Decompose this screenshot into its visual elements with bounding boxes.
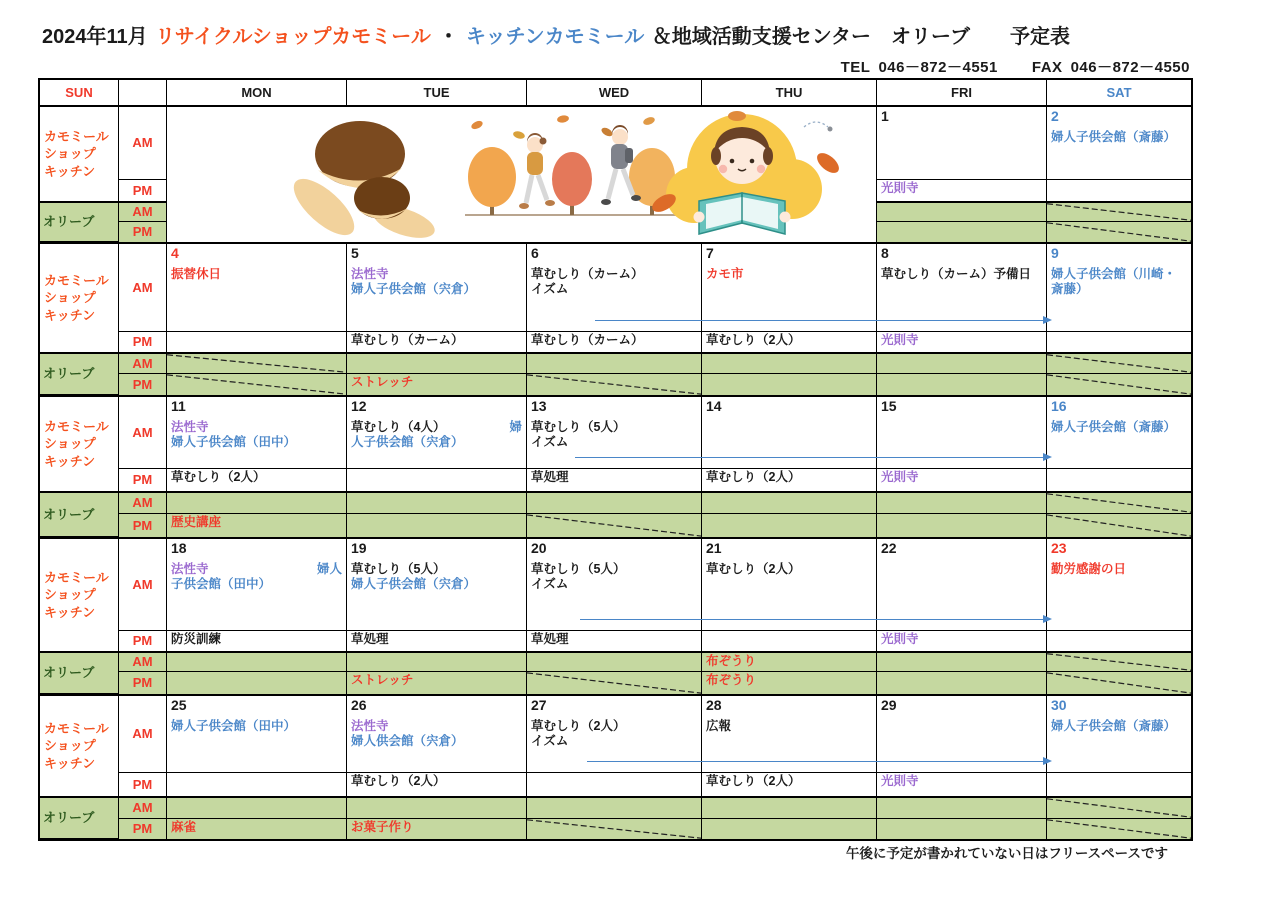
fri-pm-cell bbox=[877, 773, 1047, 796]
crossed-out-line bbox=[1047, 653, 1191, 671]
am-label: AM bbox=[119, 796, 167, 819]
sat-olive-pm-cell bbox=[1047, 374, 1191, 395]
title-year-month: 2024年11月 bbox=[42, 26, 148, 48]
mon-olive-am-cell bbox=[167, 352, 347, 374]
wed-pm-line: 草処理 bbox=[531, 470, 569, 484]
olive-row-label bbox=[40, 651, 119, 694]
tue-olive-pm-cell bbox=[347, 514, 527, 537]
crossed-out-line bbox=[167, 354, 346, 373]
wed-am-cell bbox=[527, 397, 702, 469]
date-11: 11 bbox=[171, 398, 186, 414]
illustration-cell bbox=[167, 107, 877, 242]
fri-pm-line: 光則寺 bbox=[881, 333, 919, 347]
chamomile-label-line: キッチン bbox=[44, 755, 96, 771]
wed-am-cell bbox=[527, 244, 702, 332]
chamomile-row-label bbox=[40, 107, 119, 201]
tue-am-cell bbox=[347, 696, 527, 773]
crossed-out-line bbox=[527, 819, 701, 839]
fax-number: 046－872－4550 bbox=[1070, 59, 1190, 76]
mon-pm-cell bbox=[167, 773, 347, 796]
wed-am-line: 草むしり（カーム） bbox=[531, 267, 644, 282]
sat-olive-am-cell bbox=[1047, 201, 1191, 222]
fri-pm-cell bbox=[877, 180, 1047, 201]
day-header-thu: THU bbox=[702, 80, 877, 105]
page-title bbox=[42, 20, 1072, 49]
sat-am-cell bbox=[1047, 244, 1191, 332]
am-label: AM bbox=[119, 539, 167, 631]
wed-olive-am-cell bbox=[527, 651, 702, 672]
mon-pm-cell bbox=[167, 332, 347, 352]
mon-olive-pm-cell bbox=[167, 514, 347, 537]
pm-label: PM bbox=[119, 469, 167, 491]
chamomile-label-line: カモミール bbox=[44, 569, 109, 585]
thu-am-line: 広報 bbox=[706, 719, 732, 734]
mon-am-line: 振替休日 bbox=[171, 267, 222, 282]
wed-olive-am-cell bbox=[527, 491, 702, 514]
tue-olive-am-cell bbox=[347, 651, 527, 672]
chamomile-label-line: キッチン bbox=[44, 163, 96, 179]
tue-am-cell bbox=[347, 244, 527, 332]
week-5 bbox=[40, 696, 1191, 839]
wed-am-line: イズム bbox=[531, 734, 569, 749]
crossed-out-line bbox=[1047, 222, 1191, 242]
wed-olive-pm-cell bbox=[527, 819, 702, 839]
mon-am-line: 法性寺 bbox=[171, 420, 209, 435]
fri-am-line: 草むしり（カーム）予備日 bbox=[881, 267, 1032, 282]
date-25: 25 bbox=[171, 697, 187, 713]
tue-am-line: 婦人供会館（宍倉） bbox=[351, 734, 464, 749]
sat-am-line: 勤労感謝の日 bbox=[1051, 562, 1127, 577]
day-header-wed: WED bbox=[527, 80, 702, 105]
tue-am-line: 婦人子供会館（宍倉） bbox=[351, 577, 477, 592]
mon-am-cell bbox=[167, 397, 347, 469]
thu-pm-line: 草むしり（2人） bbox=[706, 333, 801, 347]
fri-olive-pm-cell bbox=[877, 374, 1047, 395]
mon-olive-am-cell bbox=[167, 491, 347, 514]
day-header-sat: SAT bbox=[1106, 85, 1132, 100]
date-21: 21 bbox=[706, 540, 722, 556]
thu-pm-cell bbox=[702, 631, 877, 651]
tue-olive-pm-line: ストレッチ bbox=[351, 673, 414, 687]
am-label: AM bbox=[119, 696, 167, 773]
mon-olive-pm-cell bbox=[167, 819, 347, 839]
sat-olive-am-cell bbox=[1047, 796, 1191, 819]
fri-olive-am-cell bbox=[877, 796, 1047, 819]
date-30: 30 bbox=[1051, 697, 1067, 713]
date-14: 14 bbox=[706, 398, 722, 414]
fri-pm-cell bbox=[877, 332, 1047, 352]
tue-pm-cell bbox=[347, 631, 527, 651]
thu-pm-line: 草むしり（2人） bbox=[706, 470, 801, 484]
thu-olive-pm-cell bbox=[702, 672, 877, 694]
title-center: ＆地域活動支援センター オリーブ 予定表 bbox=[651, 26, 1070, 48]
sat-am-line: 婦人子供会館（斎藤） bbox=[1051, 130, 1177, 145]
fri-olive-am-cell bbox=[877, 491, 1047, 514]
sat-am-cell bbox=[1047, 696, 1191, 773]
olive-label-text: オリーブ bbox=[43, 214, 95, 230]
fri-olive-pm-cell bbox=[877, 222, 1047, 242]
pm-label: PM bbox=[119, 222, 167, 242]
fri-pm-cell bbox=[877, 631, 1047, 651]
week1-illustrations bbox=[167, 107, 877, 242]
date-12: 12 bbox=[351, 398, 367, 414]
chamomile-label-line: キッチン bbox=[44, 453, 96, 469]
sat-am-line: 婦人子供会館（川崎・斎藤） bbox=[1051, 267, 1177, 297]
schedule-continuation-arrow bbox=[587, 761, 1050, 762]
calendar-header-row bbox=[40, 80, 1191, 107]
mon-am-line: 婦人子供会館（田中） bbox=[171, 719, 297, 734]
am-label: AM bbox=[119, 201, 167, 222]
olive-row-label bbox=[40, 796, 119, 839]
chamomile-label-line: キッチン bbox=[44, 604, 96, 620]
fri-olive-am-cell bbox=[877, 201, 1047, 222]
wed-olive-pm-cell bbox=[527, 672, 702, 694]
date-9: 9 bbox=[1051, 245, 1059, 261]
date-23: 23 bbox=[1051, 540, 1067, 556]
crossed-out-line bbox=[527, 374, 701, 395]
chamomile-label-line: カモミール bbox=[44, 720, 109, 736]
sat-olive-am-cell bbox=[1047, 491, 1191, 514]
date-22: 22 bbox=[881, 540, 897, 556]
fri-olive-am-cell bbox=[877, 651, 1047, 672]
am-label: AM bbox=[119, 651, 167, 672]
crossed-out-line bbox=[1047, 374, 1191, 395]
day-header-mon: MON bbox=[167, 80, 347, 105]
date-20: 20 bbox=[531, 540, 547, 556]
mon-olive-am-cell bbox=[167, 651, 347, 672]
fri-pm-line: 光則寺 bbox=[881, 470, 919, 484]
mon-am-cell bbox=[167, 539, 347, 631]
tue-am-line: 婦人子供会館（宍倉） bbox=[351, 282, 477, 297]
olive-label-text: オリーブ bbox=[43, 506, 95, 522]
sat-olive-am-cell bbox=[1047, 352, 1191, 374]
wed-am-line: イズム bbox=[531, 577, 569, 592]
crossed-out-line bbox=[527, 672, 701, 694]
chamomile-label-line: ショップ bbox=[44, 436, 96, 452]
olive-label-text: オリーブ bbox=[43, 665, 95, 681]
crossed-out-line bbox=[1047, 203, 1191, 221]
thu-pm-cell bbox=[702, 773, 877, 796]
thu-olive-am-line: 布ぞうり bbox=[706, 654, 757, 668]
tue-pm-line: 草むしり（カーム） bbox=[351, 333, 464, 347]
date-29: 29 bbox=[881, 697, 897, 713]
mon-am-line: 婦人子供会館（田中） bbox=[171, 435, 297, 450]
footnote: 午後に予定が書かれていない日はフリースペースです bbox=[845, 846, 1168, 861]
tue-pm-cell bbox=[347, 332, 527, 352]
thu-am-cell bbox=[702, 397, 877, 469]
mon-am-cell bbox=[167, 696, 347, 773]
week-2 bbox=[40, 244, 1191, 397]
date-8: 8 bbox=[881, 245, 889, 261]
fri-pm-line: 光則寺 bbox=[881, 774, 919, 788]
thu-pm-line: 草むしり（2人） bbox=[706, 774, 801, 788]
tue-am-cell bbox=[347, 539, 527, 631]
chamomile-label-line: カモミール bbox=[44, 272, 109, 288]
am-label: AM bbox=[119, 491, 167, 514]
pm-label: PM bbox=[119, 819, 167, 839]
fri-pm-cell bbox=[877, 469, 1047, 491]
sat-pm-cell bbox=[1047, 773, 1191, 796]
tue-am-line: 法性寺 bbox=[351, 719, 389, 734]
am-label: AM bbox=[119, 352, 167, 374]
date-16: 16 bbox=[1051, 398, 1067, 414]
fri-am-cell bbox=[877, 107, 1047, 180]
sat-olive-pm-cell bbox=[1047, 819, 1191, 839]
schedule-continuation-arrow bbox=[580, 619, 1050, 620]
thu-am-line: 草むしり（2人） bbox=[706, 562, 801, 577]
wed-pm-line: 草処理 bbox=[531, 632, 569, 646]
crossed-out-line bbox=[1047, 672, 1191, 694]
thu-pm-cell bbox=[702, 469, 877, 491]
tue-am-line: 法性寺 bbox=[351, 267, 389, 282]
sat-am-cell bbox=[1047, 397, 1191, 469]
wed-am-line: 草むしり（5人） bbox=[531, 420, 626, 435]
fri-olive-pm-cell bbox=[877, 819, 1047, 839]
chamomile-label-line: ショップ bbox=[44, 290, 96, 306]
olive-label-text: オリーブ bbox=[43, 810, 95, 826]
date-13: 13 bbox=[531, 398, 547, 414]
wed-am-line: イズム bbox=[531, 435, 569, 450]
wed-pm-cell bbox=[527, 469, 702, 491]
crossed-out-line bbox=[527, 514, 701, 537]
pm-label: PM bbox=[119, 180, 167, 201]
am-label: AM bbox=[119, 244, 167, 332]
calendar-table bbox=[38, 78, 1193, 841]
thu-olive-am-cell bbox=[702, 651, 877, 672]
thu-olive-pm-cell bbox=[702, 819, 877, 839]
crossed-out-line bbox=[1047, 354, 1191, 373]
week-4 bbox=[40, 539, 1191, 696]
sat-am-line: 婦人子供会館（斎藤） bbox=[1051, 719, 1177, 734]
fri-am-cell bbox=[877, 539, 1047, 631]
fri-olive-pm-cell bbox=[877, 514, 1047, 537]
mon-am-segment: 法性寺 bbox=[171, 562, 209, 577]
tue-olive-am-cell bbox=[347, 796, 527, 819]
sat-olive-pm-cell bbox=[1047, 672, 1191, 694]
date-1: 1 bbox=[881, 108, 889, 124]
day-header-ampm bbox=[119, 80, 167, 105]
tue-pm-line: 草むしり（2人） bbox=[351, 774, 446, 788]
thu-olive-am-cell bbox=[702, 491, 877, 514]
crossed-out-line bbox=[1047, 514, 1191, 537]
mon-olive-pm-line: 歴史講座 bbox=[171, 515, 222, 529]
mon-olive-am-cell bbox=[167, 796, 347, 819]
fri-am-cell bbox=[877, 244, 1047, 332]
tue-olive-pm-cell bbox=[347, 819, 527, 839]
date-2: 2 bbox=[1051, 108, 1059, 124]
crossed-out-line bbox=[1047, 493, 1191, 513]
mushrooms-illustration bbox=[285, 121, 438, 242]
thu-olive-am-cell bbox=[702, 796, 877, 819]
tue-pm-cell bbox=[347, 469, 527, 491]
tue-pm-cell bbox=[347, 773, 527, 796]
mon-olive-pm-cell bbox=[167, 672, 347, 694]
sat-olive-am-cell bbox=[1047, 651, 1191, 672]
mon-pm-cell bbox=[167, 631, 347, 651]
title-recycle-shop: リサイクルショップカモミール bbox=[155, 26, 431, 48]
thu-am-line: カモ市 bbox=[706, 267, 744, 282]
fri-pm-line: 光則寺 bbox=[881, 181, 919, 195]
olive-row-label bbox=[40, 352, 119, 395]
wed-olive-am-cell bbox=[527, 796, 702, 819]
fri-olive-am-cell bbox=[877, 352, 1047, 374]
sat-pm-cell bbox=[1047, 180, 1191, 201]
thu-pm-cell bbox=[702, 332, 877, 352]
mon-pm-line: 防災訓練 bbox=[171, 632, 222, 646]
mon-am-segment: 婦人 bbox=[316, 562, 342, 577]
sat-pm-cell bbox=[1047, 631, 1191, 651]
pm-label: PM bbox=[119, 374, 167, 395]
chamomile-label-line: キッチン bbox=[44, 307, 96, 323]
title-kitchen: キッチンカモミール bbox=[466, 26, 645, 48]
chamomile-row-label bbox=[40, 244, 119, 352]
date-27: 27 bbox=[531, 697, 547, 713]
chamomile-label-line: ショップ bbox=[44, 146, 96, 162]
pm-label: PM bbox=[119, 773, 167, 796]
thu-olive-pm-line: 布ぞうり bbox=[706, 673, 757, 687]
week-3 bbox=[40, 397, 1191, 539]
chamomile-label-line: カモミール bbox=[44, 418, 109, 434]
sat-am-cell bbox=[1047, 107, 1191, 180]
thu-olive-pm-cell bbox=[702, 514, 877, 537]
tue-olive-am-cell bbox=[347, 352, 527, 374]
fax-label: FAX bbox=[1031, 59, 1063, 76]
crossed-out-line bbox=[167, 374, 346, 395]
tue-am-segment: 草むしり（4人） bbox=[351, 420, 446, 435]
tue-olive-am-cell bbox=[347, 491, 527, 514]
date-7: 7 bbox=[706, 245, 714, 261]
day-header-sun: SUN bbox=[40, 80, 119, 105]
wed-am-line: 草むしり（5人） bbox=[531, 562, 626, 577]
pm-label: PM bbox=[119, 332, 167, 352]
olive-row-label bbox=[40, 201, 119, 242]
sat-am-cell bbox=[1047, 539, 1191, 631]
tue-olive-pm-cell bbox=[347, 374, 527, 395]
wed-pm-cell bbox=[527, 332, 702, 352]
date-15: 15 bbox=[881, 398, 897, 414]
wed-pm-cell bbox=[527, 773, 702, 796]
chamomile-label-line: ショップ bbox=[44, 587, 96, 603]
tue-olive-pm-line: ストレッチ bbox=[351, 375, 414, 389]
crossed-out-line bbox=[1047, 798, 1191, 818]
day-header-tue: TUE bbox=[347, 80, 527, 105]
date-4: 4 bbox=[171, 245, 179, 261]
day-header-fri: FRI bbox=[877, 80, 1047, 105]
tue-am-line: 人子供会館（宍倉） bbox=[351, 435, 464, 450]
fri-olive-pm-cell bbox=[877, 672, 1047, 694]
wed-pm-line: 草むしり（カーム） bbox=[531, 333, 644, 347]
wed-olive-pm-cell bbox=[527, 374, 702, 395]
tue-am-segment: 婦 bbox=[509, 420, 522, 435]
tue-pm-line: 草処理 bbox=[351, 632, 389, 646]
sat-am-line: 婦人子供会館（斎藤） bbox=[1051, 420, 1177, 435]
crossed-out-line bbox=[1047, 819, 1191, 839]
schedule-continuation-arrow bbox=[575, 457, 1050, 458]
chamomile-label-line: カモミール bbox=[44, 128, 109, 144]
wed-olive-pm-cell bbox=[527, 514, 702, 537]
pm-label: PM bbox=[119, 514, 167, 537]
date-28: 28 bbox=[706, 697, 722, 713]
mon-pm-cell bbox=[167, 469, 347, 491]
thu-olive-am-cell bbox=[702, 352, 877, 374]
chamomile-label-line: ショップ bbox=[44, 738, 96, 754]
wed-am-line: イズム bbox=[531, 282, 569, 297]
pm-label: PM bbox=[119, 631, 167, 651]
schedule-continuation-arrow bbox=[595, 320, 1050, 321]
tue-am-line bbox=[351, 420, 522, 435]
thu-am-cell bbox=[702, 539, 877, 631]
mon-pm-line: 草むしり（2人） bbox=[171, 470, 266, 484]
tel-number: 046－872－4551 bbox=[878, 59, 998, 76]
wed-olive-am-cell bbox=[527, 352, 702, 374]
fri-am-cell bbox=[877, 397, 1047, 469]
pm-label: PM bbox=[119, 672, 167, 694]
fri-pm-line: 光則寺 bbox=[881, 632, 919, 646]
wed-am-cell bbox=[527, 539, 702, 631]
thu-olive-pm-cell bbox=[702, 374, 877, 395]
date-19: 19 bbox=[351, 540, 367, 556]
sat-pm-cell bbox=[1047, 469, 1191, 491]
olive-row-label bbox=[40, 491, 119, 537]
chamomile-row-label bbox=[40, 539, 119, 651]
date-18: 18 bbox=[171, 540, 187, 556]
tue-olive-pm-cell bbox=[347, 672, 527, 694]
olive-label-text: オリーブ bbox=[43, 366, 95, 382]
mon-am-cell bbox=[167, 244, 347, 332]
tue-olive-pm-line: お菓子作り bbox=[351, 820, 414, 834]
mon-olive-pm-cell bbox=[167, 374, 347, 395]
sat-pm-cell bbox=[1047, 332, 1191, 352]
date-5: 5 bbox=[351, 245, 359, 261]
week-1 bbox=[40, 107, 1191, 244]
wed-pm-cell bbox=[527, 631, 702, 651]
am-label: AM bbox=[119, 397, 167, 469]
reading-child-illustration bbox=[649, 111, 842, 234]
sat-olive-pm-cell bbox=[1047, 222, 1191, 242]
tue-am-line: 草むしり（5人） bbox=[351, 562, 446, 577]
title-dot: ・ bbox=[438, 26, 459, 48]
sat-olive-pm-cell bbox=[1047, 514, 1191, 537]
mon-am-line: 子供会館（田中） bbox=[171, 577, 272, 592]
date-6: 6 bbox=[531, 245, 539, 261]
date-26: 26 bbox=[351, 697, 367, 713]
am-label: AM bbox=[119, 107, 167, 180]
mon-am-line bbox=[171, 562, 342, 577]
chamomile-row-label bbox=[40, 696, 119, 796]
tel-label: TEL bbox=[840, 59, 871, 76]
wed-am-line: 草むしり（2人） bbox=[531, 719, 626, 734]
mon-olive-pm-line: 麻雀 bbox=[171, 820, 197, 834]
contact-line bbox=[841, 56, 1190, 77]
thu-am-cell bbox=[702, 244, 877, 332]
chamomile-row-label bbox=[40, 397, 119, 491]
tue-am-cell bbox=[347, 397, 527, 469]
